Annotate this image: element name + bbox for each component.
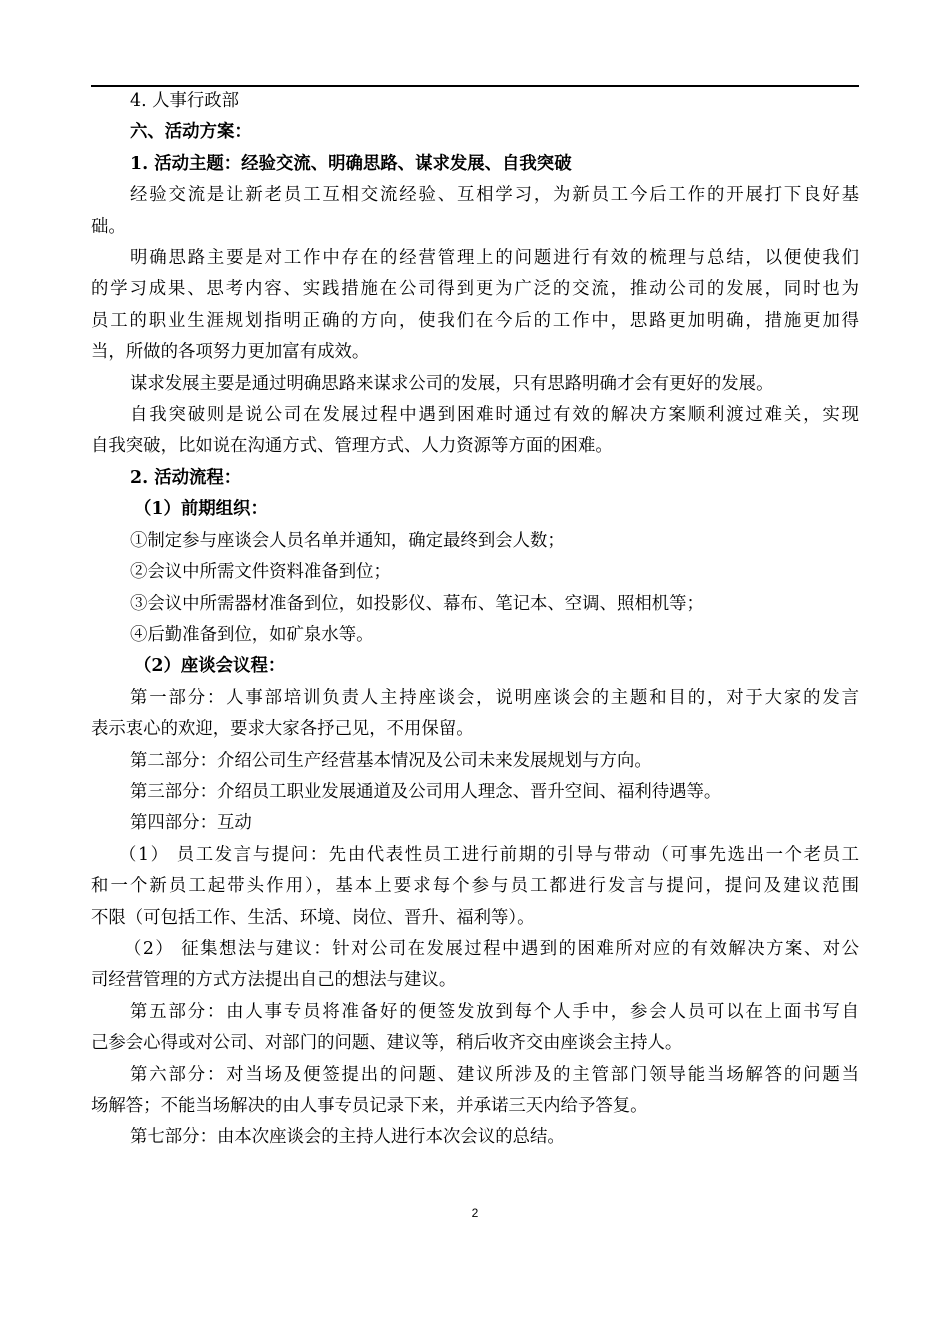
paragraph-line: 第七部分：由本次座谈会的主持人进行本次会议的总结。 <box>130 1127 565 1148</box>
paragraph-line: 第一部分：人事部培训负责人主持座谈会，说明座谈会的主题和目的，对于大家的发言 <box>130 687 859 708</box>
paragraph-line: 当，所做的各项努力更加富有成效。 <box>91 342 370 363</box>
paragraph-line: 和一个新员工起带头作用），基本上要求每个参与员工都进行发言与提问，提问及建议范围 <box>91 876 859 897</box>
pre-org-heading: （1）前期组织： <box>134 499 268 520</box>
paragraph-line: 自我突破则是说公司在发展过程中遇到困难时通过有效的解决方案顺利渡过难关，实现 <box>130 405 859 426</box>
paragraph-line: 自我突破，比如说在沟通方式、管理方式、人力资源等方面的困难。 <box>91 436 613 457</box>
section-heading: 六、活动方案： <box>130 122 252 143</box>
flow-heading: 2. 活动流程： <box>130 467 242 488</box>
paragraph-line: 础。 <box>91 216 126 237</box>
paragraph-line: 经验交流是让新老员工互相交流经验、互相学习，为新员工今后工作的开展打下良好基 <box>130 185 859 206</box>
paragraph-line: 第五部分：由人事专员将准备好的便签发放到每个人手中，参会人员可以在上面书写自 <box>130 1001 859 1022</box>
paragraph-line: 第四部分：互动 <box>130 813 252 834</box>
list-item: ④后勤准备到位，如矿泉水等。 <box>130 624 374 645</box>
paragraph-line: 第六部分：对当场及便签提出的问题、建议所涉及的主管部门领导能当场解答的问题当 <box>130 1064 859 1085</box>
paragraph-line: 第二部分：介绍公司生产经营基本情况及公司未来发展规划与方向。 <box>130 750 652 771</box>
page-number: 2 <box>471 1206 479 1220</box>
list-item: ②会议中所需文件资料准备到位； <box>130 562 391 583</box>
list-item: ①制定参与座谈会人员名单并通知，确定最终到会人数； <box>130 530 565 551</box>
paragraph-line: （1） 员工发言与提问：先由代表性员工进行前期的引导与带动（可事先选出一个老员工 <box>119 844 859 865</box>
paragraph-line: 第三部分：介绍员工职业发展通道及公司用人理念、晋升空间、福利待遇等。 <box>130 781 722 802</box>
paragraph-line: （2） 征集想法与建议：针对公司在发展过程中遇到的困难所对应的有效解决方案、对公 <box>124 938 859 959</box>
paragraph-line: 员工的职业生涯规划指明正确的方向，使我们在今后的工作中，思路更加明确，措施更加得 <box>91 310 859 331</box>
agenda-heading: （2）座谈会议程： <box>134 656 286 677</box>
paragraph-line: 明确思路主要是对工作中存在的经营管理上的问题进行有效的梳理与总结，以便使我们 <box>130 248 859 269</box>
paragraph-line: 己参会心得或对公司、对部门的问题、建议等，稍后收齐交由座谈会主持人。 <box>91 1033 683 1054</box>
paragraph-line: 司经营管理的方式方法提出自己的想法与建议。 <box>91 970 457 991</box>
department-item: 4. 人事行政部 <box>130 91 240 111</box>
paragraph-line: 不限（可包括工作、生活、环境、岗位、晋升、福利等）。 <box>91 907 535 928</box>
theme-heading: 1. 活动主题：经验交流、明确思路、谋求发展、自我突破 <box>130 153 572 174</box>
document-body <box>91 86 859 1154</box>
list-item: ③会议中所需器材准备到位，如投影仪、幕布、笔记本、空调、照相机等； <box>130 593 704 614</box>
paragraph-line: 表示衷心的欢迎，要求大家各抒己见，不用保留。 <box>91 719 474 740</box>
paragraph-line: 的学习成果、思考内容、实践措施在公司得到更为广泛的交流，推动公司的发展，同时也为 <box>91 279 859 300</box>
paragraph-line: 场解答；不能当场解决的由人事专员记录下来，并承诺三天内给予答复。 <box>91 1096 648 1116</box>
paragraph-line: 谋求发展主要是通过明确思路来谋求公司的发展，只有思路明确才会有更好的发展。 <box>130 373 774 394</box>
